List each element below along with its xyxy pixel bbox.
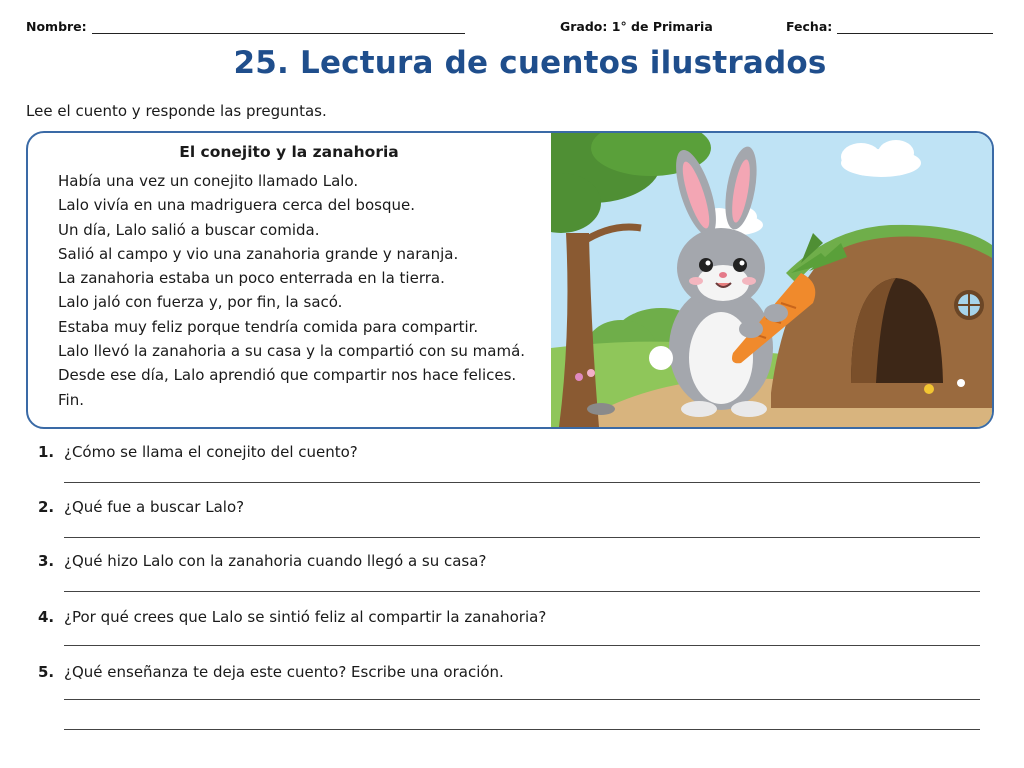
story-lines [58,169,525,412]
question-text: ¿Cómo se llama el conejito del cuento? [64,443,358,461]
answer-line-1[interactable] [64,482,980,483]
grade-field [560,19,713,34]
page-title: 25. Lectura de cuentos ilustrados [233,45,827,81]
question-number: 3. [38,552,55,570]
name-line[interactable] [92,19,465,34]
story-line: Desde ese día, Lalo aprendió que compartir nos hace felices. [58,366,517,385]
question-text: ¿Qué hizo Lalo con la zanahoria cuando llegó a su casa? [64,552,487,570]
story-line: Fin. [58,390,84,409]
story-line: Había una vez un conejito llamado Lalo. [58,172,359,190]
date-label: Fecha: [786,19,833,34]
name-field[interactable] [26,19,465,34]
story-text-panel [28,133,550,427]
bunny-with-carrot-illustration [551,133,992,427]
instructions: Lee el cuento y responde las preguntas. [26,102,327,120]
worksheet-header [0,19,1024,39]
story-box [26,131,994,429]
story-line: Lalo jaló con fuerza y, por fin, la sacó. [58,293,343,312]
question-number: 4. [38,608,55,626]
question-number: 2. [38,498,55,516]
story-illustration [551,133,992,427]
answer-line-3[interactable] [64,591,980,592]
grade-label: Grado: 1° de Primaria [560,19,713,34]
question-number: 5. [38,663,55,681]
story-line: Lalo llevó la zanahoria a su casa y la compartió con su mamá. [58,342,526,361]
question-text: ¿Qué fue a buscar Lalo? [64,498,245,516]
story-line: Un día, Lalo salió a buscar comida. [58,220,320,239]
story-line: Estaba muy feliz porque tendría comida para compartir. [58,317,479,336]
story-line: La zanahoria estaba un poco enterrada en la tierra. [58,269,445,288]
story-line: Lalo vivía en una madriguera cerca del bosque. [58,196,415,215]
answer-line-5b[interactable] [64,729,980,730]
date-field[interactable] [786,19,993,34]
date-line[interactable] [837,19,993,34]
story-line: Salió al campo y vio una zanahoria grande y naranja. [58,244,459,263]
story-title: El conejito y la zanahoria [179,143,399,161]
question-number: 1. [38,443,55,461]
question-text: ¿Por qué crees que Lalo se sintió feliz al compartir la zanahoria? [64,608,547,626]
answer-line-2[interactable] [64,537,980,538]
name-label: Nombre: [26,19,87,34]
answer-line-5a[interactable] [64,699,980,700]
answer-line-4[interactable] [64,645,980,646]
question-text: ¿Qué enseñanza te deja este cuento? Escribe una oración. [64,663,504,681]
